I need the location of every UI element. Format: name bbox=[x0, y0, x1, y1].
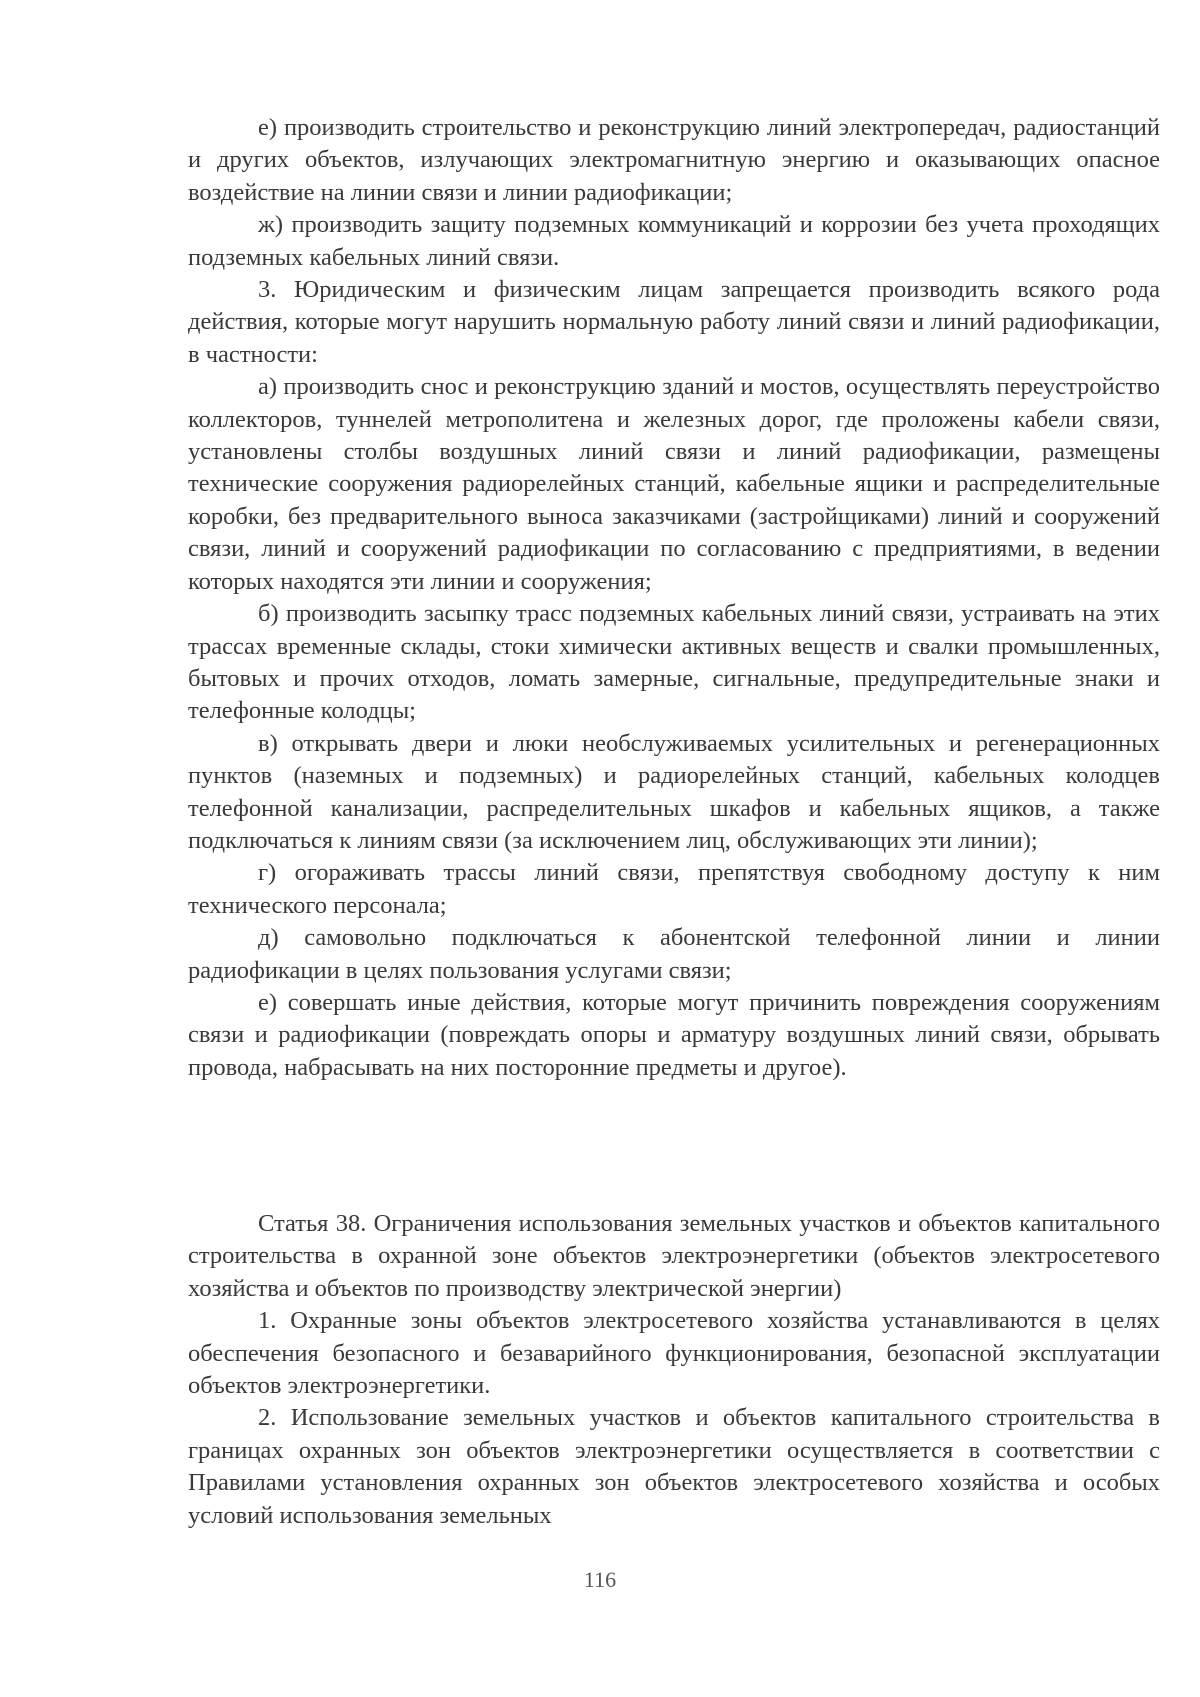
page-number: 116 bbox=[583, 1567, 617, 1592]
paragraph-zh-corrosion: ж) производить защиту подземных коммуникаций и коррозии без учета проходящих подземных кабельных линий связи. bbox=[188, 211, 1160, 271]
paragraph-g-fencing: г) огораживать трассы линий связи, препятствуя свободному доступу к ним технического персонала; bbox=[188, 859, 1160, 919]
paragraph-3-prohibitions: 3. Юридическим и физическим лицам запрещается производить всякого рода действия, которые могут нарушить нормальную работу линий связи и линий радиофикации, в частности: bbox=[188, 276, 1160, 368]
article-38-heading: Статья 38. Ограничения использования земельных участков и объектов капитального строительства в охранной зоне объектов электроэнергетики (объектов электросетевого хозяйства и объектов по производству электрической энергии) bbox=[188, 1210, 1160, 1302]
paragraph-1-protected-zones: 1. Охранные зоны объектов электросетевого хозяйства устанавливаются в целях обеспечения безопасного и безаварийного функционирования, безопасной эксплуатации объектов электроэнергетики. bbox=[188, 1307, 1160, 1400]
paragraph-e-power-lines: е) производить строительство и реконструкцию линий электропередач, радиостанций и других объектов, излучающих электромагнитную энергию и оказывающих опасное воздействие на линии связи и линии радиофикации; bbox=[188, 114, 1160, 206]
paragraph-b-backfill: б) производить засыпку трасс подземных кабельных линий связи, устраивать на этих трассах временные склады, стоки химически активных веществ и свалки промышленных, бытовых и прочих отходов, ломать замерные, сигнальные, предупредительные знаки и телефонные колодцы; bbox=[188, 600, 1160, 725]
paragraph-d-unauthorized-connection: д) самовольно подключаться к абонентской телефонной линии и линии радиофикации в целях пользования услугами связи; bbox=[188, 924, 1160, 984]
upper-text-block bbox=[188, 112, 1160, 1084]
paragraph-e-other-actions: е) совершать иные действия, которые могут причинить повреждения сооружениям связи и радиофикации (повреждать опоры и арматуру воздушных линий связи, обрывать провода, набрасывать на них посторонние предметы и другое). bbox=[188, 988, 1160, 1081]
paragraph-2-land-use: 2. Использование земельных участков и объектов капитального строительства в границах охранных зон объектов электроэнергетики осуществляется в соответствии с Правилами установления охранных зон объектов электросетевого хозяйства и особых условий использования земельных bbox=[188, 1404, 1160, 1529]
lower-text-block bbox=[188, 1208, 1160, 1532]
paragraph-v-doors-hatches: в) открывать двери и люки необслуживаемых усилительных и регенерационных пунктов (наземных и подземных) и радиорелейных станций, кабельных колодцев телефонной канализации, распределительных шкафов и кабельных ящиков, а также подключаться к линиям связи (за исключением лиц, обслуживающих эти линии); bbox=[188, 729, 1160, 854]
paragraph-a-demolition: а) производить снос и реконструкцию зданий и мостов, осуществлять переустройство коллекторов, туннелей метрополитена и железных дорог, где проложены кабели связи, установлены столбы воздушных линий связи и линий радиофикации, размещены технические сооружения радиорелейных станций, кабельные ящики и распределительные коробки, без предварительного выноса заказчиками (застройщиками) линий и сооружений связи, линий и сооружений радиофикации по согласованию с предприятиями, в ведении которых находятся эти линии и сооружения; bbox=[188, 373, 1160, 595]
